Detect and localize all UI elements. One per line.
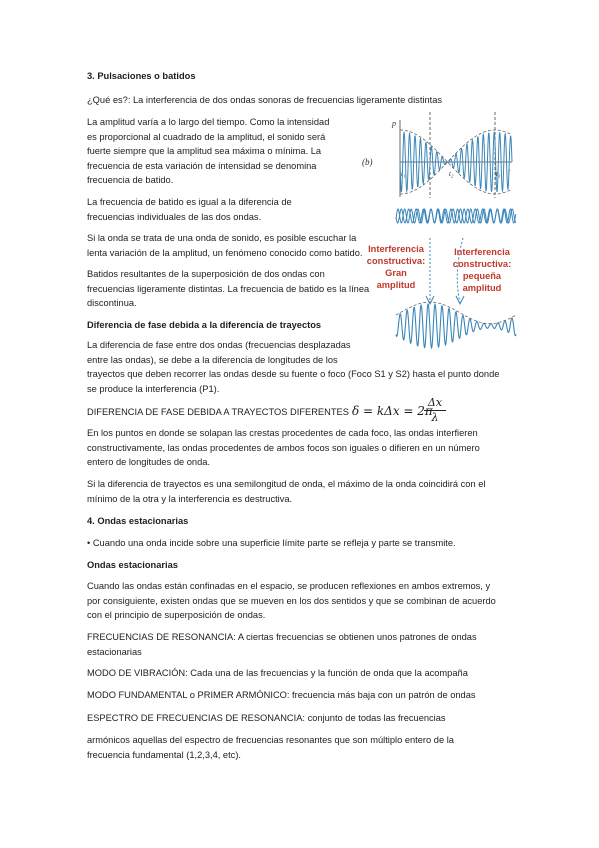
annotation-line: amplitud	[462, 283, 502, 293]
text-line: lenta variación de la amplitud, un fenómeno conocido como batido.	[87, 247, 363, 258]
annotation-left	[367, 244, 425, 290]
text-line: estacionarias	[87, 646, 142, 657]
beat-wave-line	[396, 304, 516, 348]
text-line: La frecuencia de batido es igual a la diferencia de	[87, 197, 292, 207]
text-line: FRECUENCIAS DE RESONANCIA: A ciertas frecuencias se obtienen unos patrones de ondas	[87, 632, 477, 642]
annotation-line: constructiva:	[366, 256, 426, 266]
text-line: frecuencia fundamental (1,2,3,4, etc).	[87, 749, 242, 760]
text-line: discontinua.	[87, 298, 137, 309]
paragraph-fundamental: MODO FUNDAMENTAL o PRIMER ARMÓNICO: frecuencia más baja con un patrón de ondas	[87, 690, 476, 700]
paragraph-amplitude	[87, 115, 387, 188]
formula-label: DIFERENCIA DE FASE DEBIDA A TRAYECTOS DIFERENTES	[87, 407, 349, 417]
text-line: frecuencias individuales de las dos ondas.	[87, 211, 262, 222]
text-line: La diferencia de fase entre dos ondas (frecuencias desplazadas	[87, 340, 351, 350]
text-line: por consiguiente, existen ondas que se mueven en los dos sentidos y que se combinan de acuerdo	[87, 595, 496, 606]
text-line: Si la diferencia de trayectos es una semilongitud de onda, el máximo de la onda coincidirá con el	[87, 479, 486, 489]
text-line: armónicos aquellas del espectro de frecuencias resonantes que son múltiplo entero de la	[87, 735, 454, 745]
formula-lhs: δ = kΔx = 2π	[352, 404, 433, 418]
question-text: ¿Qué es?: La interferencia de dos ondas sonoras de frecuencias ligeramente distintas	[87, 95, 443, 105]
text-line: La amplitud varía a lo largo del tiempo. Como la intensidad	[87, 117, 330, 127]
text-line: frecuencia de batido.	[87, 175, 174, 186]
paragraph-constructive	[87, 426, 517, 470]
text-line: entre las ondas), se debe a la diferencia de longitudes de los	[87, 354, 338, 365]
text-line: se produce la interferencia (P1).	[87, 383, 220, 394]
text-line: es proporcional al cuadrado de la amplitud, el sonido será	[87, 131, 326, 142]
two-waves-strip	[396, 209, 516, 223]
y-axis-label: p	[392, 119, 396, 128]
text-line: frecuencias ligeramente distintas. La frecuencia de batido es la línea	[87, 283, 370, 294]
text-line: fuerte siempre que la amplitud sea máxima o mínima. La	[87, 146, 322, 157]
phase-formula	[352, 396, 454, 428]
beats-figure	[360, 112, 520, 360]
text-line: En los puntos en donde se solapan las crestas procedentes de cada foco, las ondas interfieren	[87, 428, 478, 438]
text-line: con el principio de superposición de ondas.	[87, 610, 266, 621]
paragraph-mode: MODO DE VIBRACIÓN: Cada una de las frecuencias y la función de onda que la acompaña	[87, 668, 468, 678]
paragraph-destructive	[87, 477, 517, 506]
paragraph-harmonics	[87, 733, 517, 762]
beat-wave-bottom	[396, 302, 516, 348]
annotation-line: Interferencia	[368, 244, 424, 254]
formula-denominator: λ	[431, 411, 439, 424]
annotation-line: Interferencia	[454, 247, 510, 257]
text-line: Batidos resultantes de la superposición de dos ondas con	[87, 269, 325, 279]
annotation-line: constructiva:	[452, 259, 512, 269]
paragraph-sound-beat	[87, 231, 397, 260]
t2-label: t₂	[449, 170, 454, 178]
text-line: mínimo de la otra y la interferencia es destructiva.	[87, 493, 293, 504]
bullet-text: • Cuando una onda incide sobre una superficie límite parte se refleja y parte se transmite.	[87, 538, 456, 548]
formula-numerator: Δx	[424, 396, 446, 411]
paragraph-spectrum: ESPECTRO DE FRECUENCIAS DE RESONANCIA: conjunto de todas las frecuencias	[87, 713, 446, 723]
annotation-right	[453, 247, 511, 293]
text-line: entero de longitudes de onda.	[87, 457, 211, 468]
paragraph-superposition	[87, 267, 397, 311]
text-line: Si la onda se trata de una onda de sonido, es posible escuchar la	[87, 233, 357, 243]
t3-label: t₃	[496, 170, 501, 178]
section-title-ondas-estacionarias: 4. Ondas estacionarias	[87, 516, 189, 526]
text-line: constructivamente, las ondas procedentes de ambos focos son iguales o difieren en un número	[87, 442, 480, 453]
t-axis-label: t	[508, 167, 511, 176]
annotation-line: pequeña	[462, 271, 502, 281]
subtitle-ondas-estacionarias: Ondas estacionarias	[87, 560, 178, 570]
paragraph-resonance	[87, 630, 517, 659]
annotation-line: Gran	[385, 268, 407, 278]
t1-label: t₁	[401, 170, 406, 178]
text-line: Cuando las ondas están confinadas en el espacio, se producen reflexiones en ambos extremos, y	[87, 581, 491, 591]
annotation-line: amplitud	[376, 280, 416, 290]
paragraph-beat-frequency	[87, 195, 377, 224]
text-line: frecuencia de esta variación de intensidad se denomina	[87, 160, 317, 171]
arrow-right-head	[456, 296, 464, 304]
formula-fraction	[424, 396, 446, 425]
panel-label-b: (b)	[362, 157, 373, 167]
paragraph-confined	[87, 579, 517, 623]
section-title-pulsaciones: 3. Pulsaciones o batidos	[87, 71, 196, 81]
section-title-phase: Diferencia de fase debida a la diferencia de trayectos	[87, 320, 322, 330]
text-line: trayectos que deben recorrer las ondas desde su fuente o foco (Foco S1 y S2) hasta el punto donde	[87, 369, 500, 380]
